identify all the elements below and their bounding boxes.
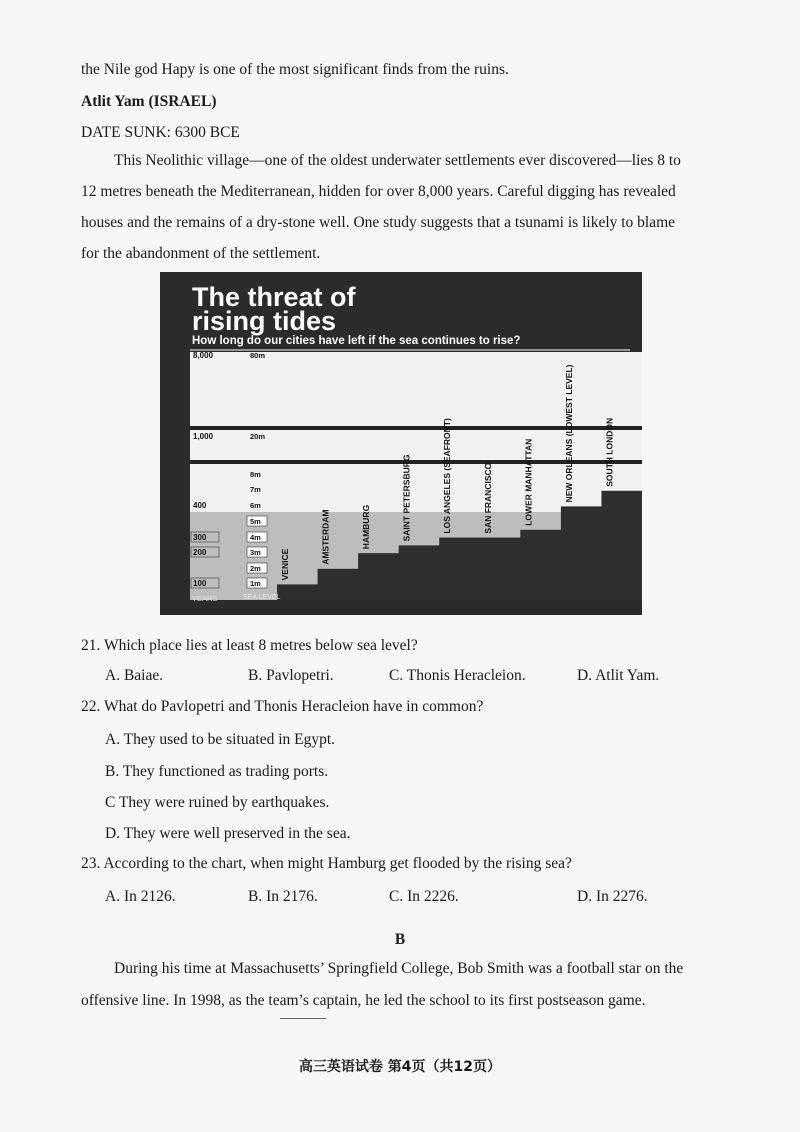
section-b-line: During his time at Massachusetts’ Springfield College, Bob Smith was a football star on the bbox=[114, 960, 684, 977]
sea-level-tick-label: 4m bbox=[250, 533, 261, 542]
city-label: SAN FRANCISCO bbox=[482, 462, 493, 534]
year-tick-label: 200 bbox=[193, 548, 207, 557]
q22-option-c[interactable]: C They were ruined by earthquakes. bbox=[105, 794, 330, 811]
sea-level-tick-label: 20m bbox=[250, 432, 266, 441]
city-step-bar bbox=[520, 530, 561, 600]
q22-option-d[interactable]: D. They were well preserved in the sea. bbox=[105, 825, 351, 842]
sea-level-tick-label: 3m bbox=[250, 548, 261, 557]
date-sunk: DATE SUNK: 6300 BCE bbox=[81, 124, 240, 141]
q21-option-a[interactable]: A. Baiae. bbox=[105, 667, 164, 684]
q23-option-a[interactable]: A. In 2126. bbox=[105, 888, 176, 905]
question-22-stem: 22. What do Pavlopetri and Thonis Heracleion have in common? bbox=[81, 698, 484, 715]
city-label: SAINT PETERSBURG bbox=[401, 454, 412, 542]
q23-option-c[interactable]: C. In 2226. bbox=[389, 888, 459, 905]
city-step-bar bbox=[480, 538, 521, 600]
chart-divider bbox=[190, 460, 642, 464]
year-tick-label: 300 bbox=[193, 533, 207, 542]
section-b-heading: B bbox=[394, 931, 406, 948]
passage-line: This Neolithic village—one of the oldest underwater settlements ever discovered—lies 8 to bbox=[114, 152, 681, 169]
city-label: HAMBURG bbox=[361, 504, 372, 550]
city-label: NEW ORLEANS (LOWEST LEVEL) bbox=[563, 364, 574, 503]
sea-level-tick-label: 5m bbox=[250, 517, 261, 526]
years-axis-label: YEARS bbox=[192, 594, 218, 603]
year-tick-label: 1,000 bbox=[193, 432, 214, 441]
passage-line: houses and the remains of a dry-stone well. One study suggests that a tsunami is likely to blame bbox=[81, 214, 676, 231]
year-tick-label: 8,000 bbox=[193, 351, 214, 360]
chart-divider bbox=[190, 426, 642, 430]
city-step-bar bbox=[601, 491, 642, 600]
page-footer: 高三英语试卷 第4页（共12页） bbox=[298, 1059, 502, 1075]
q22-option-b[interactable]: B. They functioned as trading ports. bbox=[105, 763, 329, 780]
sea-level-tick-label: 80m bbox=[250, 351, 266, 360]
city-label: LOS ANGELES (SEAFRONT) bbox=[442, 418, 453, 534]
city-label: SOUTH LONDON bbox=[604, 417, 615, 487]
q21-option-d[interactable]: D. Atlit Yam. bbox=[577, 667, 660, 684]
year-tick-label: 400 bbox=[193, 501, 207, 510]
q22-option-a[interactable]: A. They used to be situated in Egypt. bbox=[105, 731, 336, 748]
section-b-line: offensive line. In 1998, as the team’s captain, he led the school to its first postseason game. bbox=[81, 992, 646, 1009]
sea-level-axis-label: SEA LEVEL bbox=[243, 594, 281, 601]
q23-option-d[interactable]: D. In 2276. bbox=[577, 888, 648, 905]
sea-level-tick-label: 2m bbox=[250, 564, 261, 573]
city-step-bar bbox=[318, 569, 359, 600]
sea-level-tick-label: 8m bbox=[250, 470, 261, 479]
city-step-bar bbox=[561, 506, 602, 600]
footer-rule bbox=[280, 1018, 326, 1019]
q21-option-b[interactable]: B. Pavlopetri. bbox=[248, 667, 334, 684]
sea-level-tick-label: 6m bbox=[250, 501, 261, 510]
chart-title-line2: rising tides bbox=[192, 306, 337, 336]
q23-option-b[interactable]: B. In 2176. bbox=[248, 888, 318, 905]
chart-title-line1: The threat of bbox=[192, 282, 356, 312]
chart-subtitle: How long do our cities have left if the sea continues to rise? bbox=[192, 335, 521, 347]
city-label: LOWER MANHATTAN bbox=[523, 438, 534, 526]
passage-line: for the abandonment of the settlement. bbox=[81, 245, 321, 262]
city-label: VENICE bbox=[280, 548, 290, 581]
passage-line: 12 metres beneath the Mediterranean, hidden for over 8,000 years. Careful digging has revealed bbox=[81, 183, 676, 200]
question-21-stem: 21. Which place lies at least 8 metres below sea level? bbox=[81, 637, 418, 654]
year-tick-label: 100 bbox=[193, 579, 207, 588]
city-step-bar bbox=[399, 545, 440, 600]
chart-svg bbox=[160, 272, 642, 615]
q21-option-c[interactable]: C. Thonis Heracleion. bbox=[389, 667, 526, 684]
city-step-bar bbox=[439, 538, 480, 600]
passage-intro-tail: the Nile god Hapy is one of the most significant finds from the ruins. bbox=[81, 61, 509, 78]
sea-level-tick-label: 7m bbox=[250, 485, 261, 494]
question-23-stem: 23. According to the chart, when might Hamburg get flooded by the rising sea? bbox=[81, 855, 572, 872]
city-step-bar bbox=[277, 584, 318, 600]
sea-level-tick-label: 1m bbox=[250, 579, 261, 588]
rising-tides-chart bbox=[160, 272, 642, 615]
city-step-bar bbox=[358, 553, 399, 600]
city-label: AMSTERDAM bbox=[320, 509, 331, 565]
site-heading: Atlit Yam (ISRAEL) bbox=[81, 93, 217, 110]
